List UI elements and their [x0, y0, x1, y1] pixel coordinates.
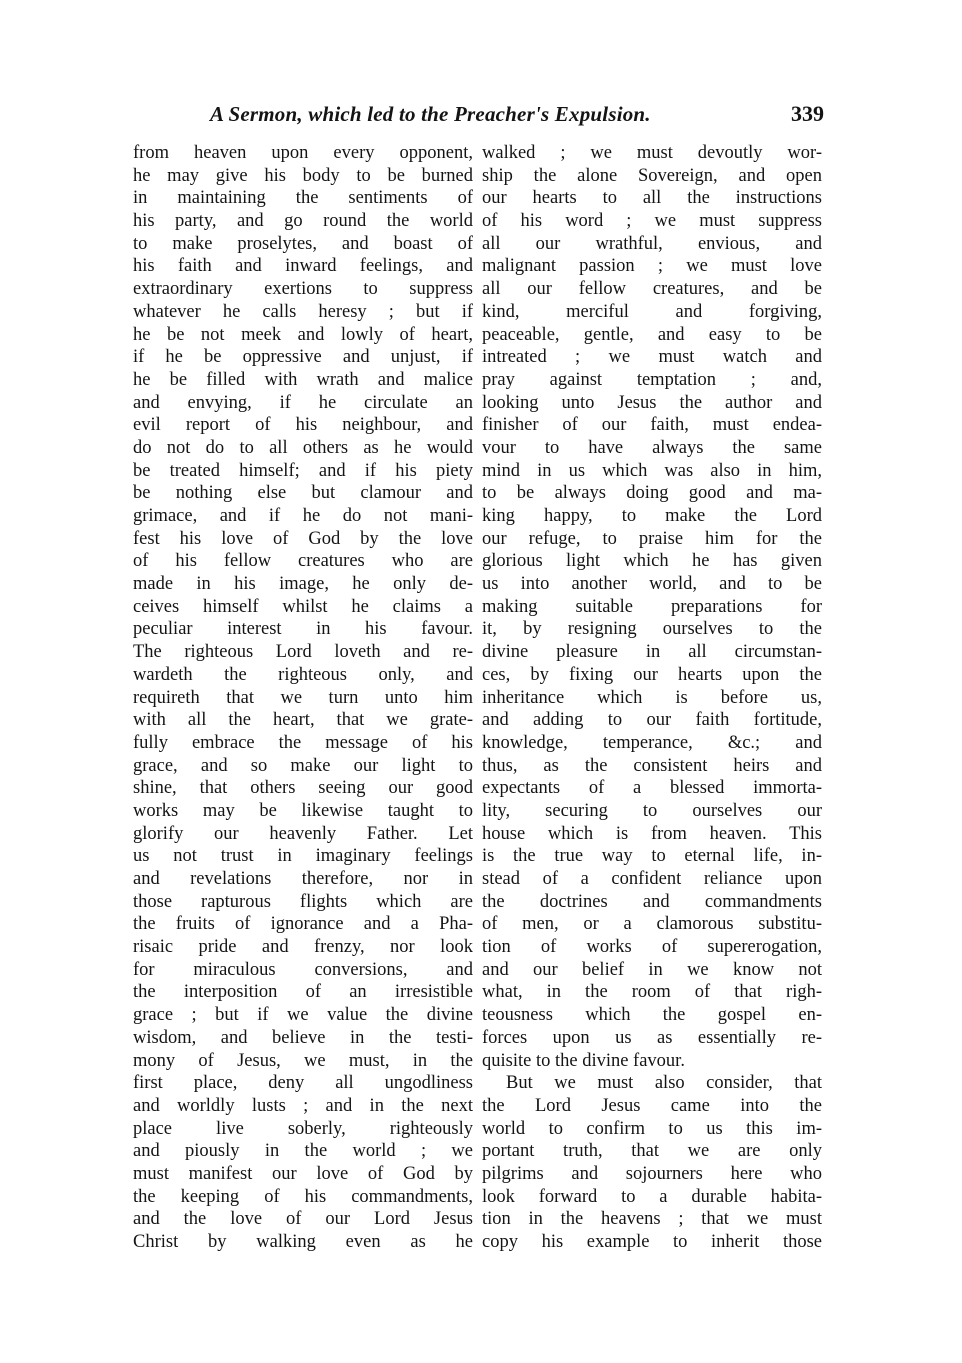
text-line: of his word ; we must suppress	[482, 211, 822, 232]
text-line: of his fellow creatures who are	[133, 551, 473, 572]
text-line: it, by resigning ourselves to the	[482, 619, 822, 640]
text-line: and revelations therefore, nor in	[133, 869, 473, 889]
text-line: teousness which the gospel en-	[482, 1005, 822, 1026]
text-line: forces upon us as essentially re-	[482, 1027, 822, 1048]
text-line: expectants of a blessed immorta-	[482, 778, 822, 799]
text-line: kind, merciful and forgiving,	[482, 301, 822, 322]
text-line: risaic pride and frenzy, nor look	[133, 937, 473, 958]
text-line: of men, or a clamorous substitu-	[482, 914, 822, 935]
text-line: whatever he calls heresy ; but if	[133, 301, 473, 322]
text-line: stead of a confident reliance upon	[482, 869, 822, 889]
text-line: the Lord Jesus came into the	[482, 1095, 822, 1116]
text-line: mony of Jesus, we must, in the	[133, 1050, 473, 1071]
text-line: what, in the room of that righ-	[482, 982, 822, 1003]
text-line: finisher of our faith, must endea-	[482, 415, 822, 436]
text-line: king happy, to make the Lord	[482, 506, 822, 526]
left-column	[133, 142, 473, 1254]
text-line: wisdom, and believe in the testi-	[133, 1027, 473, 1048]
text-line: tion in the heavens ; that we must	[482, 1209, 822, 1230]
text-line: Christ by walking even as he	[133, 1232, 473, 1252]
text-line: works may be likewise taught to	[133, 800, 473, 821]
text-line: vour to have always the same	[482, 437, 822, 458]
text-line: making suitable preparations for	[482, 596, 822, 617]
text-line: be nothing else but clamour and	[133, 483, 473, 504]
text-line: pray against temptation ; and,	[482, 369, 822, 390]
text-line: and our belief in we know not	[482, 959, 822, 980]
text-line: copy his example to inherit those	[482, 1232, 822, 1252]
text-line: fest his love of God by the love	[133, 528, 473, 549]
text-line: quisite to the divine favour.	[482, 1050, 685, 1071]
text-line: and the love of our Lord Jesus	[133, 1209, 473, 1230]
text-line: all our wrathful, envious, and	[482, 233, 822, 254]
text-line: in maintaining the sentiments of	[133, 188, 473, 209]
text-line: ces, by fixing our hearts upon the	[482, 664, 822, 685]
text-line: for miraculous conversions, and	[133, 959, 473, 980]
text-line: portant truth, that we are only	[482, 1141, 822, 1162]
text-line: divine pleasure in all circumstan-	[482, 642, 822, 663]
text-line: fully embrace the message of his	[133, 732, 473, 753]
text-line: pilgrims and sojourners here who	[482, 1163, 822, 1184]
text-line: grimace, and if he do not mani-	[133, 506, 473, 526]
text-line: lity, securing to ourselves our	[482, 800, 822, 821]
text-line: the doctrines and commandments	[482, 891, 822, 912]
text-line: evil report of his neighbour, and	[133, 415, 473, 436]
running-head	[140, 98, 830, 132]
text-line: he may give his body to be burned	[133, 165, 473, 186]
text-line: and piously in the world ; we	[133, 1141, 473, 1162]
text-line: But we must also consider, that	[506, 1073, 822, 1094]
text-line: from heaven upon every opponent,	[133, 143, 473, 163]
text-line: peculiar interest in his favour.	[133, 619, 473, 640]
text-line: he be not meek and lowly of heart,	[133, 324, 473, 345]
text-line: to make proselytes, and boast of	[133, 233, 473, 254]
text-line: is the true way to eternal life, in-	[482, 846, 822, 867]
text-line: malignant passion ; we must love	[482, 256, 822, 277]
text-line: inheritance which is before us,	[482, 687, 822, 708]
text-line: the interposition of an irresistible	[133, 982, 473, 1003]
page-number: 339	[791, 101, 824, 126]
text-line: intreated ; we must watch and	[482, 347, 822, 368]
text-line: extraordinary exertions to suppress	[133, 279, 473, 300]
text-line: our refuge, to praise him for the	[482, 528, 822, 549]
text-line: peaceable, gentle, and easy to be	[482, 324, 822, 345]
text-line: thus, as the consistent heirs and	[482, 755, 822, 776]
text-line: and adding to our faith fortitude,	[482, 710, 822, 731]
text-line: be treated himself; and if his piety	[133, 460, 473, 481]
text-line: first place, deny all ungodliness	[133, 1073, 473, 1094]
text-line: grace ; but if we value the divine	[133, 1005, 473, 1026]
text-line: knowledge, temperance, &c.; and	[482, 732, 822, 753]
text-line: grace, and so make our light to	[133, 755, 473, 776]
right-column	[482, 142, 822, 1254]
text-line: to be always doing good and ma-	[482, 483, 822, 504]
text-line: the keeping of his commandments,	[133, 1186, 473, 1207]
text-line: his faith and inward feelings, and	[133, 256, 473, 277]
text-line: and envying, if he circulate an	[133, 392, 473, 413]
text-line: those rapturous flights which are	[133, 891, 473, 912]
text-line: shine, that others seeing our good	[133, 778, 473, 799]
text-line: house which is from heaven. This	[482, 823, 822, 844]
text-line: looking unto Jesus the author and	[482, 392, 822, 413]
text-line: tion of works of supererogation,	[482, 937, 822, 958]
text-line: glorious light which he has given	[482, 551, 822, 572]
text-line: glorify our heavenly Father. Let	[133, 823, 473, 844]
text-line: and worldly lusts ; and in the next	[133, 1095, 473, 1116]
text-line: made in his image, he only de-	[133, 574, 473, 595]
text-line: if he be oppressive and unjust, if	[133, 347, 473, 368]
text-line: The righteous Lord loveth and re-	[133, 642, 473, 663]
text-line: his party, and go round the world	[133, 211, 473, 232]
text-line: the fruits of ignorance and a Pha-	[133, 914, 473, 935]
text-line: world to confirm to us this im-	[482, 1118, 822, 1139]
text-line: ceives himself whilst he claims a	[133, 596, 473, 617]
text-line: look forward to a durable habita-	[482, 1186, 822, 1207]
text-line: us into another world, and to be	[482, 574, 822, 595]
text-line: mind in us which was also in him,	[482, 460, 822, 481]
text-line: do not do to all others as he would	[133, 437, 473, 458]
text-line: all our fellow creatures, and be	[482, 279, 822, 300]
text-line: he be filled with wrath and malice	[133, 369, 473, 390]
text-line: must manifest our love of God by	[133, 1163, 473, 1184]
text-line: requireth that we turn unto him	[133, 687, 473, 708]
text-line: place live soberly, righteously	[133, 1118, 473, 1139]
text-line: our hearts to all the instructions	[482, 188, 822, 209]
text-line: walked ; we must devoutly wor-	[482, 143, 822, 163]
running-title: A Sermon, which led to the Preacher's Expulsion.	[210, 102, 651, 126]
text-line: ship the alone Sovereign, and open	[482, 165, 822, 186]
text-line: with all the heart, that we grate-	[133, 710, 473, 731]
text-line: wardeth the righteous only, and	[133, 664, 473, 685]
text-line: us not trust in imaginary feelings	[133, 846, 473, 867]
